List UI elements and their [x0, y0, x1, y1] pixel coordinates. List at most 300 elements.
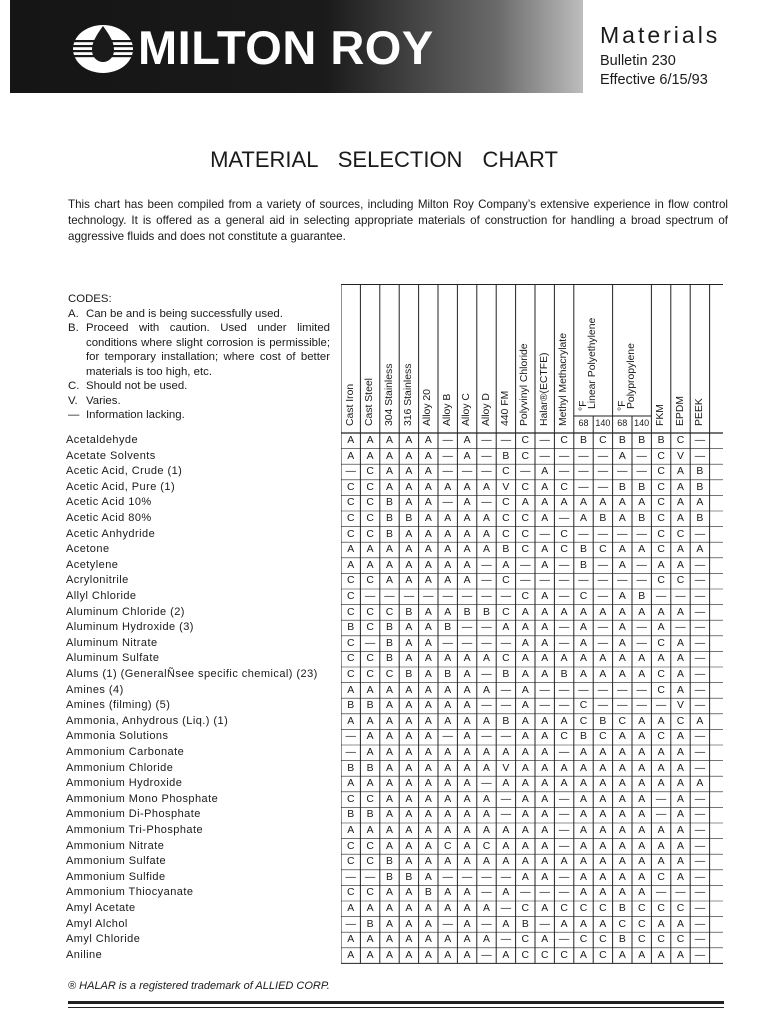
- rating-cell: A: [521, 856, 529, 868]
- rating-cell: B: [657, 435, 665, 446]
- rating-cell: B: [405, 669, 413, 680]
- rating-cell: A: [405, 778, 413, 790]
- chemical-name: Acetaldehyde: [66, 434, 139, 446]
- rating-cell: B: [366, 762, 374, 774]
- rating-cell: A: [657, 949, 665, 961]
- rating-cell: C: [657, 731, 665, 743]
- rating-cell: —: [500, 903, 512, 914]
- rating-cell: B: [347, 700, 355, 712]
- rating-cell: A: [677, 949, 684, 961]
- material-column-header: Cast Iron: [344, 383, 356, 426]
- rating-cell: A: [463, 528, 471, 540]
- rating-cell: —: [500, 871, 512, 883]
- rating-cell: A: [541, 653, 549, 665]
- rating-cell: —: [500, 731, 512, 743]
- rating-cell: A: [580, 918, 587, 930]
- rating-cell: —: [539, 684, 550, 696]
- rating-cell: —: [481, 731, 492, 743]
- rating-cell: A: [580, 778, 587, 790]
- rating-cell: —: [364, 637, 376, 649]
- rating-cell: A: [405, 731, 413, 743]
- rating-cell: A: [386, 435, 393, 446]
- rating-cell: A: [386, 575, 393, 587]
- rating-cell: C: [579, 700, 588, 712]
- rating-cell: —: [597, 481, 609, 493]
- rating-cell: A: [424, 622, 432, 634]
- rating-cell: A: [618, 856, 626, 868]
- rating-cell: —: [481, 435, 492, 446]
- rating-cell: C: [521, 450, 530, 462]
- rating-cell: A: [366, 544, 374, 556]
- rating-cell: —: [694, 637, 706, 649]
- rating-cell: C: [346, 840, 355, 852]
- rating-cell: A: [521, 731, 529, 743]
- temperature-unit-label: °F: [616, 400, 628, 411]
- rating-cell: —: [558, 793, 570, 805]
- rating-cell: A: [386, 466, 393, 478]
- chemical-name: Acetylene: [66, 558, 119, 571]
- rating-cell: A: [580, 669, 587, 680]
- rating-cell: A: [618, 497, 626, 509]
- rating-cell: A: [405, 949, 413, 961]
- rating-cell: —: [694, 669, 706, 680]
- rating-cell: C: [657, 528, 665, 540]
- page-title: MATERIAL SELECTION CHART: [210, 147, 558, 172]
- rating-cell: —: [578, 481, 589, 493]
- rating-cell: C: [502, 575, 510, 587]
- rating-cell: A: [405, 450, 413, 462]
- rating-cell: A: [444, 778, 452, 790]
- rating-cell: A: [347, 684, 355, 696]
- rating-cell: A: [444, 528, 452, 540]
- rating-cell: C: [346, 637, 355, 649]
- rating-cell: A: [541, 793, 549, 805]
- rating-cell: A: [599, 778, 607, 790]
- rating-cell: A: [405, 856, 413, 868]
- header-banner: [10, 0, 583, 93]
- rating-cell: V: [677, 450, 684, 462]
- chemical-name: Ammonium Hydroxide: [66, 777, 183, 790]
- code-description: Varies.: [86, 394, 121, 407]
- rating-cell: A: [444, 700, 452, 712]
- rating-cell: A: [463, 669, 471, 680]
- rating-cell: B: [580, 559, 587, 571]
- rating-cell: C: [657, 871, 665, 883]
- rating-cell: —: [442, 450, 453, 462]
- rating-cell: B: [580, 544, 587, 556]
- rating-cell: A: [444, 544, 452, 556]
- rating-cell: —: [558, 591, 570, 602]
- rating-cell: A: [599, 606, 607, 618]
- rating-cell: A: [424, 653, 432, 665]
- rating-cell: —: [578, 466, 589, 478]
- rating-cell: A: [580, 793, 587, 805]
- rating-cell: A: [463, 793, 471, 805]
- rating-cell: A: [444, 684, 452, 696]
- rating-cell: A: [502, 559, 510, 571]
- rating-cell: —: [597, 684, 609, 696]
- rating-cell: B: [521, 918, 529, 930]
- rating-cell: A: [405, 497, 413, 509]
- rating-cell: B: [386, 871, 393, 883]
- rating-cell: —: [384, 591, 395, 602]
- rating-cell: A: [618, 559, 626, 571]
- rating-cell: A: [386, 840, 393, 852]
- rating-cell: A: [657, 559, 665, 571]
- rating-cell: A: [618, 793, 626, 805]
- rating-cell: C: [657, 544, 665, 556]
- trademark-footnote: ® HALAR is a registered trademark of ALLIED CORP.: [68, 980, 330, 992]
- temperature-unit-label: °F: [577, 400, 589, 411]
- rating-cell: —: [675, 622, 686, 634]
- chemical-name: Aluminum Nitrate: [66, 636, 158, 649]
- rating-cell: C: [657, 497, 665, 509]
- rating-cell: A: [638, 669, 646, 680]
- rating-cell: B: [502, 669, 510, 680]
- rating-cell: A: [483, 684, 490, 696]
- rating-cell: B: [696, 466, 704, 478]
- chemical-name: Acetic Acid, Pure (1): [66, 480, 176, 493]
- rating-cell: A: [618, 653, 626, 665]
- rating-cell: C: [657, 684, 665, 696]
- rating-cell: A: [463, 435, 471, 446]
- rating-cell: —: [481, 637, 492, 649]
- rating-cell: C: [618, 918, 627, 930]
- intro-paragraph: This chart has been compiled from a variety of sources, including Milton Roy Company’s extensive experience in flow control technology. It is offered as a general aid in selecting appropriate materials of construction for handling a broad spectrum of aggressive fluids and does not constitute a guarantee.: [68, 198, 728, 243]
- rating-cell: A: [463, 856, 471, 868]
- rating-cell: C: [346, 497, 355, 509]
- rating-cell: —: [500, 809, 512, 821]
- rating-cell: A: [444, 747, 452, 758]
- milton-roy-logo-icon: [72, 23, 134, 75]
- rating-cell: A: [483, 903, 490, 914]
- rating-cell: A: [366, 684, 374, 696]
- rating-cell: A: [463, 887, 471, 899]
- code-description: Proceed with caution. Used under limited conditions where slight corrosion is permissible; for temporary installation; where cost of better materials is too high, etc.: [86, 322, 330, 378]
- rating-cell: —: [675, 887, 686, 899]
- rating-cell: —: [578, 528, 589, 540]
- rating-cell: A: [444, 887, 452, 899]
- rating-cell: A: [347, 778, 355, 790]
- rating-cell: C: [366, 887, 374, 899]
- rating-cell: A: [657, 606, 665, 618]
- rating-cell: —: [442, 497, 453, 509]
- rating-cell: A: [502, 778, 510, 790]
- rating-cell: C: [385, 669, 394, 680]
- rating-cell: A: [696, 715, 704, 727]
- rating-cell: A: [483, 481, 490, 493]
- rating-cell: A: [657, 622, 665, 634]
- rating-cell: A: [638, 840, 646, 852]
- rating-cell: C: [657, 481, 665, 493]
- rating-cell: A: [677, 481, 684, 493]
- rating-cell: A: [405, 934, 413, 946]
- rating-cell: —: [403, 591, 415, 602]
- rating-cell: —: [597, 622, 609, 634]
- rating-cell: A: [541, 669, 549, 680]
- rating-cell: —: [636, 700, 647, 712]
- rating-cell: A: [502, 918, 510, 930]
- rating-cell: A: [580, 637, 587, 649]
- rating-cell: —: [500, 591, 512, 602]
- rating-cell: A: [638, 544, 646, 556]
- rating-cell: A: [541, 856, 549, 868]
- code-item: [68, 321, 330, 379]
- rating-cell: A: [424, 435, 432, 446]
- rating-cell: A: [463, 497, 471, 509]
- rating-cell: A: [541, 871, 549, 883]
- rating-cell: A: [483, 856, 490, 868]
- rating-cell: C: [560, 949, 568, 961]
- rating-cell: C: [385, 606, 394, 618]
- code-description: Information lacking.: [86, 409, 185, 421]
- code-item: [68, 408, 330, 423]
- rating-cell: A: [444, 856, 452, 868]
- rating-cell: A: [424, 871, 432, 883]
- code-description: Can be and is being successfully used.: [86, 307, 283, 320]
- rating-cell: A: [386, 684, 393, 696]
- code-item: [68, 394, 330, 409]
- rating-cell: A: [677, 762, 684, 774]
- rating-cell: A: [618, 544, 626, 556]
- rating-cell: A: [541, 778, 549, 790]
- rating-cell: C: [521, 949, 530, 961]
- code-key: C.: [68, 380, 80, 392]
- rating-cell: A: [657, 653, 665, 665]
- rating-cell: —: [597, 466, 609, 478]
- rating-cell: A: [502, 825, 510, 836]
- rating-cell: A: [424, 606, 432, 618]
- rating-cell: —: [558, 513, 570, 524]
- rating-cell: A: [463, 700, 471, 712]
- rating-cell: —: [558, 887, 570, 899]
- chemical-name: Acetic Acid, Crude (1): [66, 465, 183, 478]
- rating-cell: C: [443, 840, 452, 852]
- rating-cell: A: [580, 809, 587, 821]
- rating-cell: A: [483, 528, 490, 540]
- rating-cell: A: [405, 481, 413, 493]
- chemical-name: Ammonium Di-Phosphate: [66, 808, 201, 821]
- rating-cell: C: [346, 856, 355, 868]
- rating-cell: C: [346, 591, 355, 602]
- rating-cell: A: [638, 856, 646, 868]
- rating-cell: —: [694, 871, 706, 883]
- rating-cell: A: [366, 435, 374, 446]
- rating-cell: A: [444, 575, 452, 587]
- rating-cell: A: [638, 747, 646, 758]
- rating-cell: A: [677, 840, 684, 852]
- rating-cell: —: [539, 528, 550, 540]
- rating-cell: —: [461, 871, 473, 883]
- rating-cell: A: [463, 903, 471, 914]
- rating-cell: C: [366, 481, 374, 493]
- rating-cell: A: [366, 559, 374, 571]
- chemical-name: Ammonia, Anhydrous (Liq.) (1): [66, 714, 229, 727]
- rating-cell: A: [424, 793, 432, 805]
- rating-cell: C: [676, 903, 685, 914]
- temperature-column-header: 68: [578, 418, 589, 428]
- rating-cell: A: [347, 934, 355, 946]
- material-column-header: 316 Stainless: [402, 363, 414, 426]
- rating-cell: A: [424, 497, 432, 509]
- rating-cell: B: [502, 450, 510, 462]
- rating-cell: A: [386, 778, 393, 790]
- rating-cell: A: [483, 544, 490, 556]
- rating-cell: —: [481, 871, 492, 883]
- rating-cell: —: [461, 622, 473, 634]
- code-key: B.: [68, 322, 79, 334]
- rating-cell: A: [638, 809, 646, 821]
- code-item: [68, 307, 330, 322]
- rating-cell: C: [676, 435, 685, 446]
- rating-cell: A: [424, 856, 432, 868]
- rating-cell: A: [580, 762, 587, 774]
- rating-cell: A: [521, 653, 529, 665]
- rating-cell: A: [405, 809, 413, 821]
- rating-cell: —: [636, 450, 647, 462]
- rating-cell: A: [541, 762, 549, 774]
- rating-cell: A: [424, 731, 432, 743]
- rating-cell: A: [424, 481, 432, 493]
- rating-cell: A: [424, 466, 432, 478]
- temperature-column-header: 140: [634, 418, 650, 428]
- rating-cell: —: [636, 528, 647, 540]
- rating-cell: —: [694, 700, 706, 712]
- material-column-header: FKM: [655, 404, 667, 426]
- rating-cell: V: [502, 481, 510, 493]
- rating-cell: B: [405, 513, 413, 524]
- rating-cell: C: [521, 544, 530, 556]
- rating-cell: C: [637, 918, 646, 930]
- rating-cell: B: [638, 435, 646, 446]
- rating-cell: C: [599, 544, 607, 556]
- rating-cell: A: [618, 871, 626, 883]
- rating-cell: C: [657, 669, 665, 680]
- rating-cell: A: [405, 684, 413, 696]
- rating-cell: —: [694, 825, 706, 836]
- rating-cell: A: [463, 559, 471, 571]
- rating-cell: A: [463, 934, 471, 946]
- rating-cell: —: [578, 684, 589, 696]
- rating-cell: A: [580, 653, 587, 665]
- rating-cell: —: [481, 622, 492, 634]
- rating-cell: A: [618, 762, 626, 774]
- rating-cell: A: [483, 793, 490, 805]
- rating-cell: C: [540, 949, 549, 961]
- rating-cell: —: [694, 903, 706, 914]
- chemical-name: Amyl Chloride: [66, 933, 141, 946]
- rating-cell: A: [638, 731, 646, 743]
- rating-cell: A: [677, 669, 684, 680]
- rating-cell: C: [599, 934, 607, 946]
- rating-cell: C: [366, 528, 374, 540]
- rating-cell: A: [424, 747, 432, 758]
- rating-cell: —: [655, 591, 667, 602]
- rating-cell: A: [444, 481, 452, 493]
- rating-cell: A: [521, 715, 529, 727]
- chemical-name: Amines (4): [66, 683, 124, 696]
- rating-cell: A: [366, 934, 374, 946]
- rating-cell: A: [618, 949, 626, 961]
- rating-cell: A: [541, 731, 549, 743]
- rating-cell: C: [502, 466, 510, 478]
- rating-cell: A: [405, 544, 413, 556]
- rating-cell: —: [617, 466, 628, 478]
- rating-cell: C: [560, 528, 568, 540]
- chemical-name: Acetone: [66, 543, 110, 556]
- code-key: —: [68, 409, 80, 421]
- rating-cell: A: [463, 715, 471, 727]
- rating-cell: A: [424, 450, 432, 462]
- rating-cell: A: [521, 684, 529, 696]
- rating-cell: A: [463, 481, 471, 493]
- rating-cell: A: [386, 825, 393, 836]
- rating-cell: —: [520, 887, 531, 899]
- rating-cell: B: [424, 887, 432, 899]
- rating-cell: A: [618, 731, 626, 743]
- rating-cell: A: [618, 450, 626, 462]
- rating-cell: C: [657, 466, 665, 478]
- rating-cell: —: [694, 809, 706, 821]
- rating-cell: A: [463, 684, 471, 696]
- rating-cell: C: [346, 887, 355, 899]
- rating-cell: C: [366, 793, 374, 805]
- rating-cell: C: [502, 653, 510, 665]
- rating-cell: A: [657, 715, 665, 727]
- rating-cell: A: [483, 653, 490, 665]
- rating-cell: A: [463, 918, 471, 930]
- rating-cell: A: [580, 606, 587, 618]
- rating-cell: —: [597, 700, 609, 712]
- rating-cell: A: [541, 591, 549, 602]
- rating-cell: C: [560, 903, 568, 914]
- rating-cell: C: [521, 513, 530, 524]
- rating-cell: C: [366, 653, 374, 665]
- rating-cell: A: [483, 715, 490, 727]
- rating-cell: A: [386, 450, 393, 462]
- rating-cell: A: [541, 559, 549, 571]
- rating-cell: A: [521, 871, 529, 883]
- rating-cell: A: [677, 747, 684, 758]
- rating-cell: —: [345, 918, 356, 930]
- rating-cell: —: [539, 435, 550, 446]
- footer-rule: [68, 1007, 724, 1008]
- rating-cell: C: [366, 856, 374, 868]
- material-column-header: Linear Polyethylene: [587, 317, 599, 409]
- rating-cell: A: [521, 840, 529, 852]
- rating-cell: A: [638, 949, 646, 961]
- material-column-header: Polyvinyl Chloride: [519, 343, 531, 426]
- chemical-name: Amyl Acetate: [66, 902, 136, 914]
- rating-cell: A: [463, 840, 471, 852]
- rating-cell: A: [599, 793, 607, 805]
- rating-cell: A: [541, 747, 549, 758]
- rating-cell: A: [386, 747, 393, 758]
- rating-cell: —: [694, 762, 706, 774]
- rating-cell: A: [444, 949, 452, 961]
- rating-cell: C: [366, 840, 374, 852]
- rating-cell: A: [599, 653, 607, 665]
- rating-cell: A: [677, 856, 684, 868]
- temperature-column-header: 140: [595, 418, 611, 428]
- rating-cell: B: [502, 715, 510, 727]
- rating-cell: B: [599, 715, 607, 727]
- rating-cell: A: [386, 903, 393, 914]
- rating-cell: A: [366, 903, 374, 914]
- rating-cell: —: [481, 669, 492, 680]
- rating-cell: A: [677, 637, 684, 649]
- rating-cell: C: [579, 591, 588, 602]
